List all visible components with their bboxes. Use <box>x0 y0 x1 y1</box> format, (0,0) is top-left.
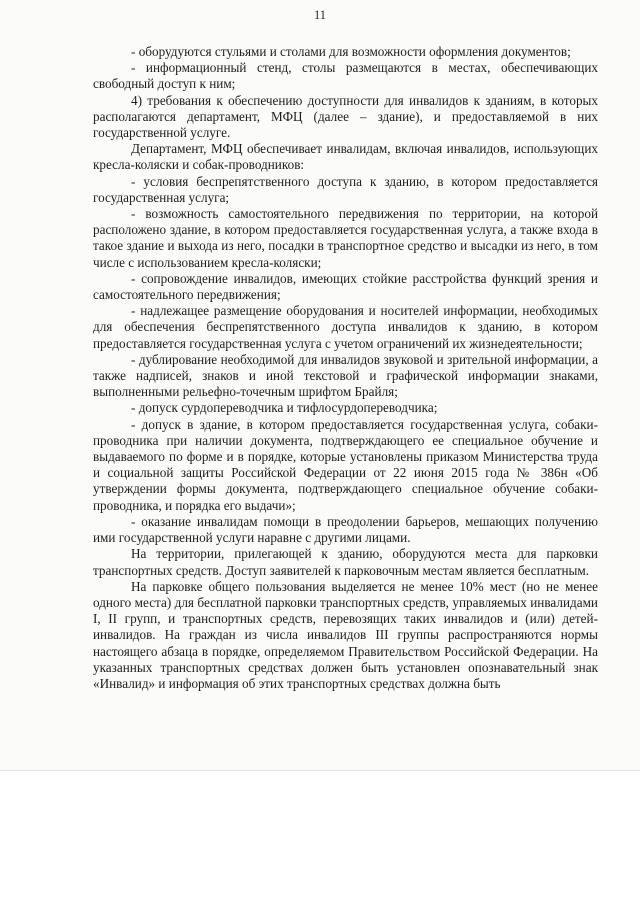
page-number: 11 <box>313 8 327 22</box>
paragraph-guide-dog: - допуск в здание, в котором предоставляется государственная услуга, собаки-проводника при наличии документа, подтверждающего ее специальное обучение и выдаваемого по форме и в порядке, которые установлены приказом Министерства труда и социальной защиты Российской Федерации от 22 июня 2015 года № 386н «Об утверждении формы документа, подтверждающего специальное обучение собаки-проводника, и порядка его выдачи»; <box>93 416 598 513</box>
paragraph-chairs-tables: - оборудуются стульями и столами для возможности оформления документов; <box>131 44 571 59</box>
paragraph-info-stand: - информационный стенд, столы размещаются в местах, обеспечивающих свободный доступ к ним; <box>93 60 598 92</box>
paragraph-parking-quota: На парковке общего пользования выделяется не менее 10% мест (но не менее одного места) для бесплатной парковки транспортных средств, управляемых инвалидами I, II групп, и транспортных средств, перевозящих таких инвалидов и (или) детей-инвалидов. На граждан из числа инвалидов III группы распространяются нормы настоящего абзаца в порядке, определяемом Правительством Российской Федерации. На указанных транспортных средствах должен быть установлен опознавательный знак «Инвалид» и информация об этих транспортных средствах должна быть <box>93 578 598 691</box>
paragraph-escort: - сопровождение инвалидов, имеющих стойкие расстройства функций зрения и самостоятельного передвижения; <box>93 270 598 303</box>
paragraph-unobstructed-access: - условия беспрепятственного доступа к зданию, в котором предоставляется государственная услуга; <box>93 173 598 205</box>
paragraph-equipment-placement: - надлежащее размещение оборудования и носителей информации, необходимых для обеспечения беспрепятственного доступа инвалидов к зданию, в котором предоставляется государственная услуга с учетом ограничений их жизнедеятельности; <box>93 303 598 351</box>
paragraph-sign-interpreter: - допуск сурдопереводчика и тифлосурдопереводчика; <box>131 400 438 416</box>
document-body <box>93 44 598 692</box>
paragraph-braille-duplication: - дублирование необходимой для инвалидов звуковой и зрительной информации, а также надписей, знаков и иной текстовой и графической информации знаками, выполненными рельефно-точечным шрифтом Брайля; <box>93 351 598 400</box>
paragraph-department-provides: Департамент, МФЦ обеспечивает инвалидам, включая инвалидов, использующих кресла-коляски и собак-проводников: <box>93 141 598 173</box>
paragraph-independent-movement: - возможность самостоятельного передвижения по территории, на которой расположено здание, в котором предоставляется государственная услуга, а также входа в такое здание и выхода из него, посадки в транспортное средство и высадки из него, в том числе с использованием кресла-коляски; <box>93 206 598 270</box>
blank-area <box>0 771 640 905</box>
paragraph-barrier-assistance: - оказание инвалидам помощи в преодолении барьеров, мешающих получению ими государственной услуги наравне с другими лицами. <box>93 513 598 546</box>
paragraph-accessibility-requirements: 4) требования к обеспечению доступности для инвалидов к зданиям, в которых располагаются департамент, МФЦ (далее – здание), и предоставляемой в них государственной услуге. <box>93 92 598 141</box>
paragraph-parking-territory: На территории, прилегающей к зданию, оборудуются места для парковки транспортных средств. Доступ заявителей к парковочным местам является бесплатным. <box>93 546 598 578</box>
